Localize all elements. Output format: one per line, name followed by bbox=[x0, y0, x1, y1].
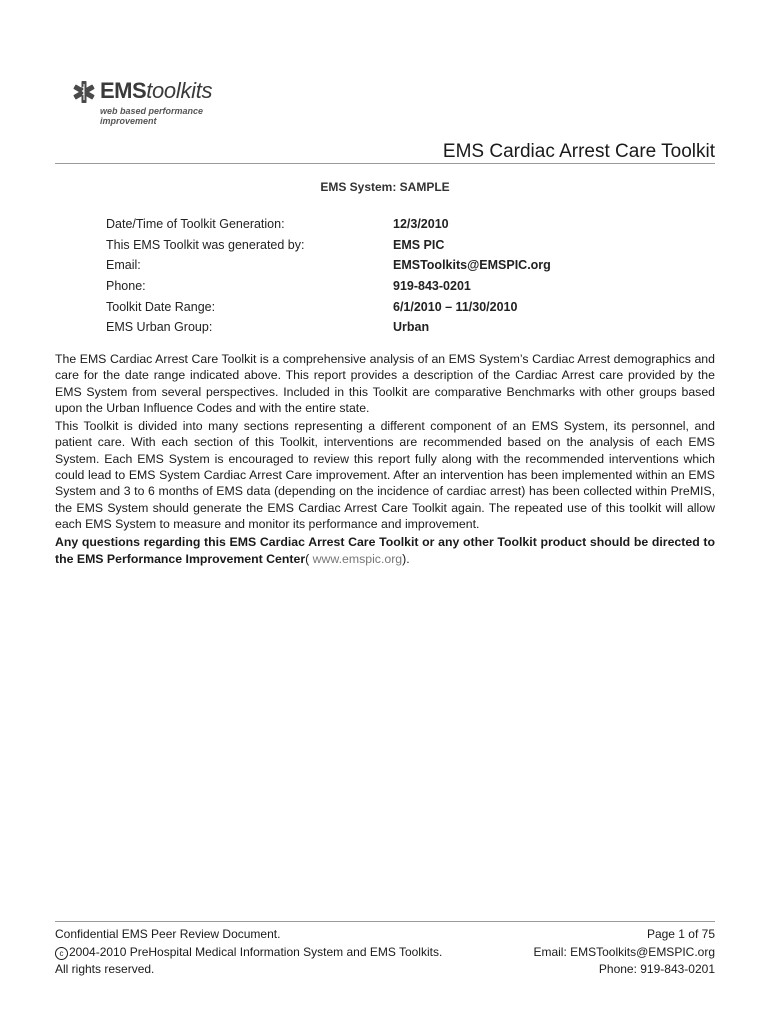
footer-email: Email: EMSToolkits@EMSPIC.org bbox=[533, 944, 715, 959]
info-value: EMSToolkits@EMSPIC.org bbox=[393, 258, 551, 273]
star-of-life-icon bbox=[72, 80, 96, 104]
info-row-phone bbox=[106, 276, 551, 297]
toolkit-info-table bbox=[106, 214, 551, 338]
info-row-date-range bbox=[106, 296, 551, 317]
info-value: 12/3/2010 bbox=[393, 217, 449, 232]
footer-divider bbox=[55, 921, 715, 922]
info-row-email bbox=[106, 255, 551, 276]
footer-right bbox=[533, 926, 715, 979]
rights-reserved: All rights reserved. bbox=[55, 962, 155, 976]
confidential-notice: Confidential EMS Peer Review Document. bbox=[55, 927, 281, 941]
logo-tagline-line1: web based performance bbox=[100, 106, 204, 116]
info-label: This EMS Toolkit was generated by: bbox=[106, 237, 305, 252]
info-value: Urban bbox=[393, 320, 430, 335]
page-number: Page 1 of 75 bbox=[646, 927, 715, 941]
info-label: EMS Urban Group: bbox=[106, 320, 213, 335]
copyright-text: 2004-2010 PreHospital Medical Information System and EMS Toolkits. bbox=[69, 944, 443, 959]
logo-wordmark bbox=[100, 78, 212, 104]
footer-phone: Phone: 919-843-0201 bbox=[598, 962, 715, 976]
logo-brand-bold: EMS bbox=[100, 78, 147, 103]
info-row-urban-group bbox=[106, 317, 551, 338]
ems-system-label: EMS System: SAMPLE bbox=[320, 180, 450, 194]
contact-text: Any questions regarding this EMS Cardiac Arrest Care Toolkit or any other Toolkit product should be directed to the EMS Performance Improvement Center bbox=[55, 535, 715, 566]
emspic-link[interactable]: www.emspic.org bbox=[312, 551, 403, 566]
contact-paragraph bbox=[55, 534, 715, 567]
description-paragraph: The EMS Cardiac Arrest Care Toolkit is a comprehensive analysis of an EMS System’s Cardiac Arrest demographics and care for the date range indicated above. This report provides a description of the Cardiac Arrest care provided by the EMS System from several perspectives. Included in this Toolkit are comparative Benchmarks with other groups based upon the Urban Influence Codes and with the entire state. bbox=[55, 352, 715, 415]
logo-tagline-line2: improvement bbox=[100, 116, 157, 126]
info-value: 6/1/2010 – 11/30/2010 bbox=[393, 299, 518, 314]
info-value: EMS PIC bbox=[393, 237, 445, 252]
info-row-generated-by bbox=[106, 235, 551, 256]
link-close: ). bbox=[402, 551, 410, 566]
info-value: 919-843-0201 bbox=[393, 279, 471, 294]
copyright-line bbox=[55, 944, 442, 962]
footer-left bbox=[55, 926, 442, 979]
info-label: Date/Time of Toolkit Generation: bbox=[106, 217, 285, 232]
logo-brand-light: toolkits bbox=[146, 78, 213, 103]
info-row-generation-date bbox=[106, 214, 551, 235]
info-label: Toolkit Date Range: bbox=[106, 299, 216, 314]
emstoolkits-logo bbox=[72, 78, 272, 128]
link-open: ( bbox=[305, 551, 313, 566]
description-paragraph: This Toolkit is divided into many sections representing a different component of an EMS System, its personnel, and patient care. With each section of this Toolkit, interventions are recommended based on the analysis of each EMS System. Each EMS System is encouraged to review this report fully along with the recommended interventions which could lead to EMS System Cardiac Arrest Care improvement. After an intervention has been implemented within an EMS System and 3 to 6 months of EMS data (depending on the incidence of cardiac arrest) has been collected within PreMIS, the EMS System should generate the EMS Cardiac Arrest Care Toolkit again. The repeated use of this toolkit will allow each EMS System to measure and monitor its performance and improvement. bbox=[55, 419, 715, 531]
toolkit-description bbox=[55, 351, 715, 569]
copyright-icon: c bbox=[55, 947, 68, 960]
info-label: Email: bbox=[106, 258, 141, 273]
document-title: EMS Cardiac Arrest Care Toolkit bbox=[442, 141, 715, 162]
info-label: Phone: bbox=[106, 279, 146, 294]
title-divider bbox=[55, 163, 715, 164]
logo-tagline bbox=[100, 106, 220, 126]
